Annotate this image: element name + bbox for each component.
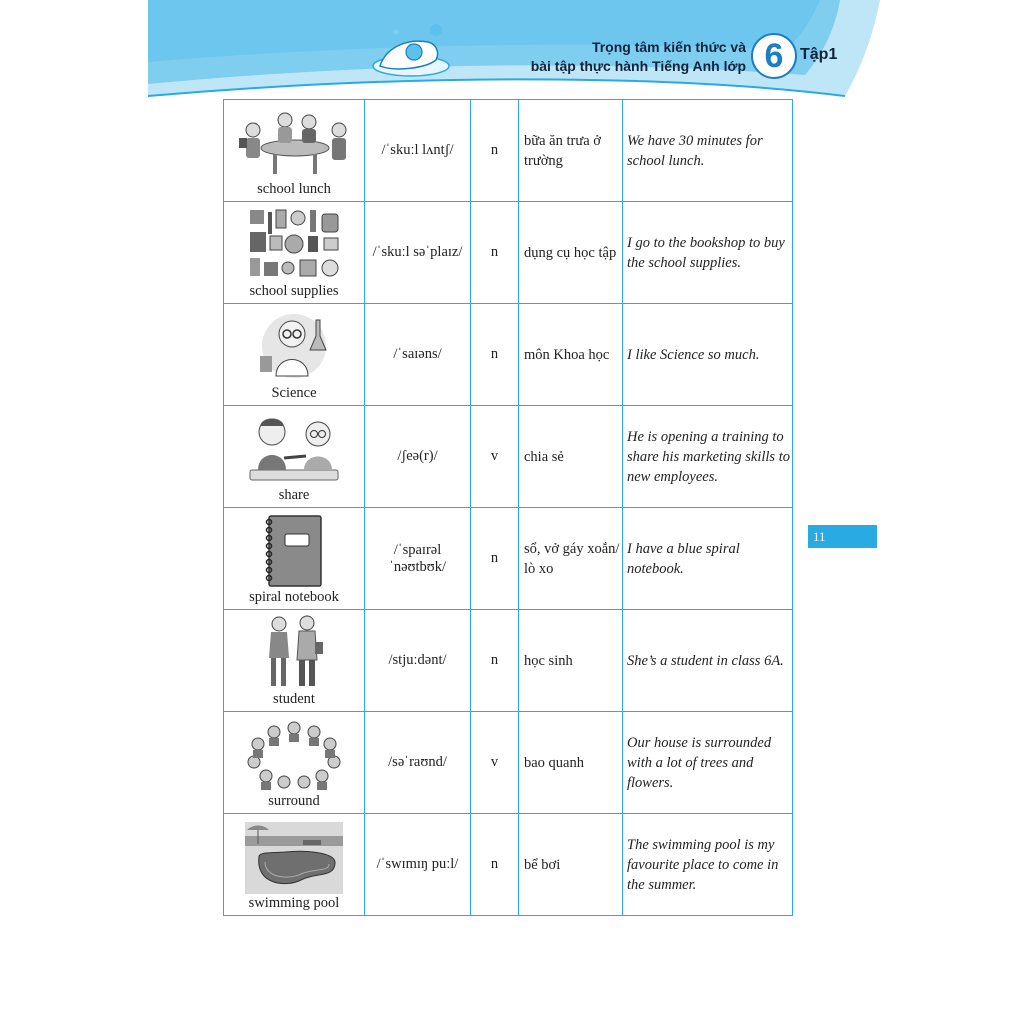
spiral-notebook-illustration	[263, 514, 325, 588]
table-row	[224, 508, 793, 610]
picture-cell	[224, 610, 365, 712]
table-row	[224, 304, 793, 406]
part-of-speech-cell: n	[471, 202, 519, 304]
pronunciation-cell: /səˈraʊnd/	[365, 712, 471, 814]
table-row	[224, 712, 793, 814]
meaning-cell: bể bơi	[519, 814, 623, 916]
book-title-line2: bài tập thực hành Tiếng Anh lớp	[530, 58, 746, 74]
share-illustration	[244, 414, 344, 486]
pronunciation-cell: /ˈskuːl səˈplaɪz/	[365, 202, 471, 304]
book-title-line1: Trọng tâm kiến thức và	[591, 39, 746, 55]
vocabulary-table	[223, 99, 793, 916]
table-row	[224, 100, 793, 202]
table-row	[224, 814, 793, 916]
example-cell: I have a blue spiral notebook.	[623, 508, 793, 610]
meaning-cell: chia sẻ	[519, 406, 623, 508]
volume-label: Tập1	[800, 46, 838, 63]
picture-cell	[224, 202, 365, 304]
school-lunch-illustration	[235, 110, 353, 180]
vocab-word: school supplies	[249, 283, 339, 299]
meaning-cell: học sinh	[519, 610, 623, 712]
picture-cell	[224, 712, 365, 814]
example-cell: He is opening a training to share his marketing skills to new employees.	[623, 406, 793, 508]
example-cell: We have 30 minutes for school lunch.	[623, 100, 793, 202]
part-of-speech-cell: n	[471, 304, 519, 406]
vocab-word: Science	[271, 385, 317, 401]
part-of-speech-cell: n	[471, 814, 519, 916]
example-cell: Our house is surrounded with a lot of trees and flowers.	[623, 712, 793, 814]
vocab-word: student	[273, 691, 315, 707]
vocab-word: swimming pool	[248, 895, 340, 911]
meaning-cell: sổ, vở gáy xoắn/ lò xo	[519, 508, 623, 610]
example-cell: She’s a student in class 6A.	[623, 610, 793, 712]
book-title	[531, 38, 746, 76]
example-cell: The swimming pool is my favourite place to come in the summer.	[623, 814, 793, 916]
page-number-tab: 11	[808, 525, 877, 548]
picture-cell	[224, 508, 365, 610]
rocket-icon	[366, 18, 456, 88]
part-of-speech-cell: n	[471, 100, 519, 202]
pronunciation-cell: /ˈsaɪəns/	[365, 304, 471, 406]
picture-cell	[224, 814, 365, 916]
swimming-pool-illustration	[245, 822, 343, 894]
part-of-speech-cell: v	[471, 406, 519, 508]
meaning-cell: bao quanh	[519, 712, 623, 814]
example-cell: I go to the bookshop to buy the school supplies.	[623, 202, 793, 304]
picture-cell	[224, 100, 365, 202]
pronunciation-cell: /ˈspaɪrəl ˈnəʊtbʊk/	[365, 508, 471, 610]
vocab-word: surround	[268, 793, 320, 809]
table-row	[224, 610, 793, 712]
pronunciation-cell: /ˈskuːl lʌntʃ/	[365, 100, 471, 202]
surround-illustration	[244, 720, 344, 792]
vocab-word: share	[278, 487, 310, 503]
pronunciation-cell: /ʃeə(r)/	[365, 406, 471, 508]
table-row	[224, 202, 793, 304]
grade-badge: 6	[751, 33, 797, 79]
part-of-speech-cell: v	[471, 712, 519, 814]
vocab-word: spiral notebook	[249, 589, 339, 605]
pronunciation-cell: /ˈswɪmɪŋ puːl/	[365, 814, 471, 916]
banner-wave-shape	[0, 0, 1024, 110]
table-row	[224, 406, 793, 508]
vocab-word: school lunch	[257, 181, 331, 197]
picture-cell	[224, 304, 365, 406]
pronunciation-cell: /stjuːdənt/	[365, 610, 471, 712]
header-banner	[0, 0, 1024, 110]
example-cell: I like Science so much.	[623, 304, 793, 406]
picture-cell	[224, 406, 365, 508]
science-illustration	[254, 310, 334, 384]
part-of-speech-cell: n	[471, 508, 519, 610]
part-of-speech-cell: n	[471, 610, 519, 712]
meaning-cell: môn Khoa học	[519, 304, 623, 406]
student-illustration	[259, 614, 329, 690]
meaning-cell: bữa ăn trưa ở trường	[519, 100, 623, 202]
meaning-cell: dụng cụ học tập	[519, 202, 623, 304]
school-supplies-illustration	[246, 206, 342, 282]
